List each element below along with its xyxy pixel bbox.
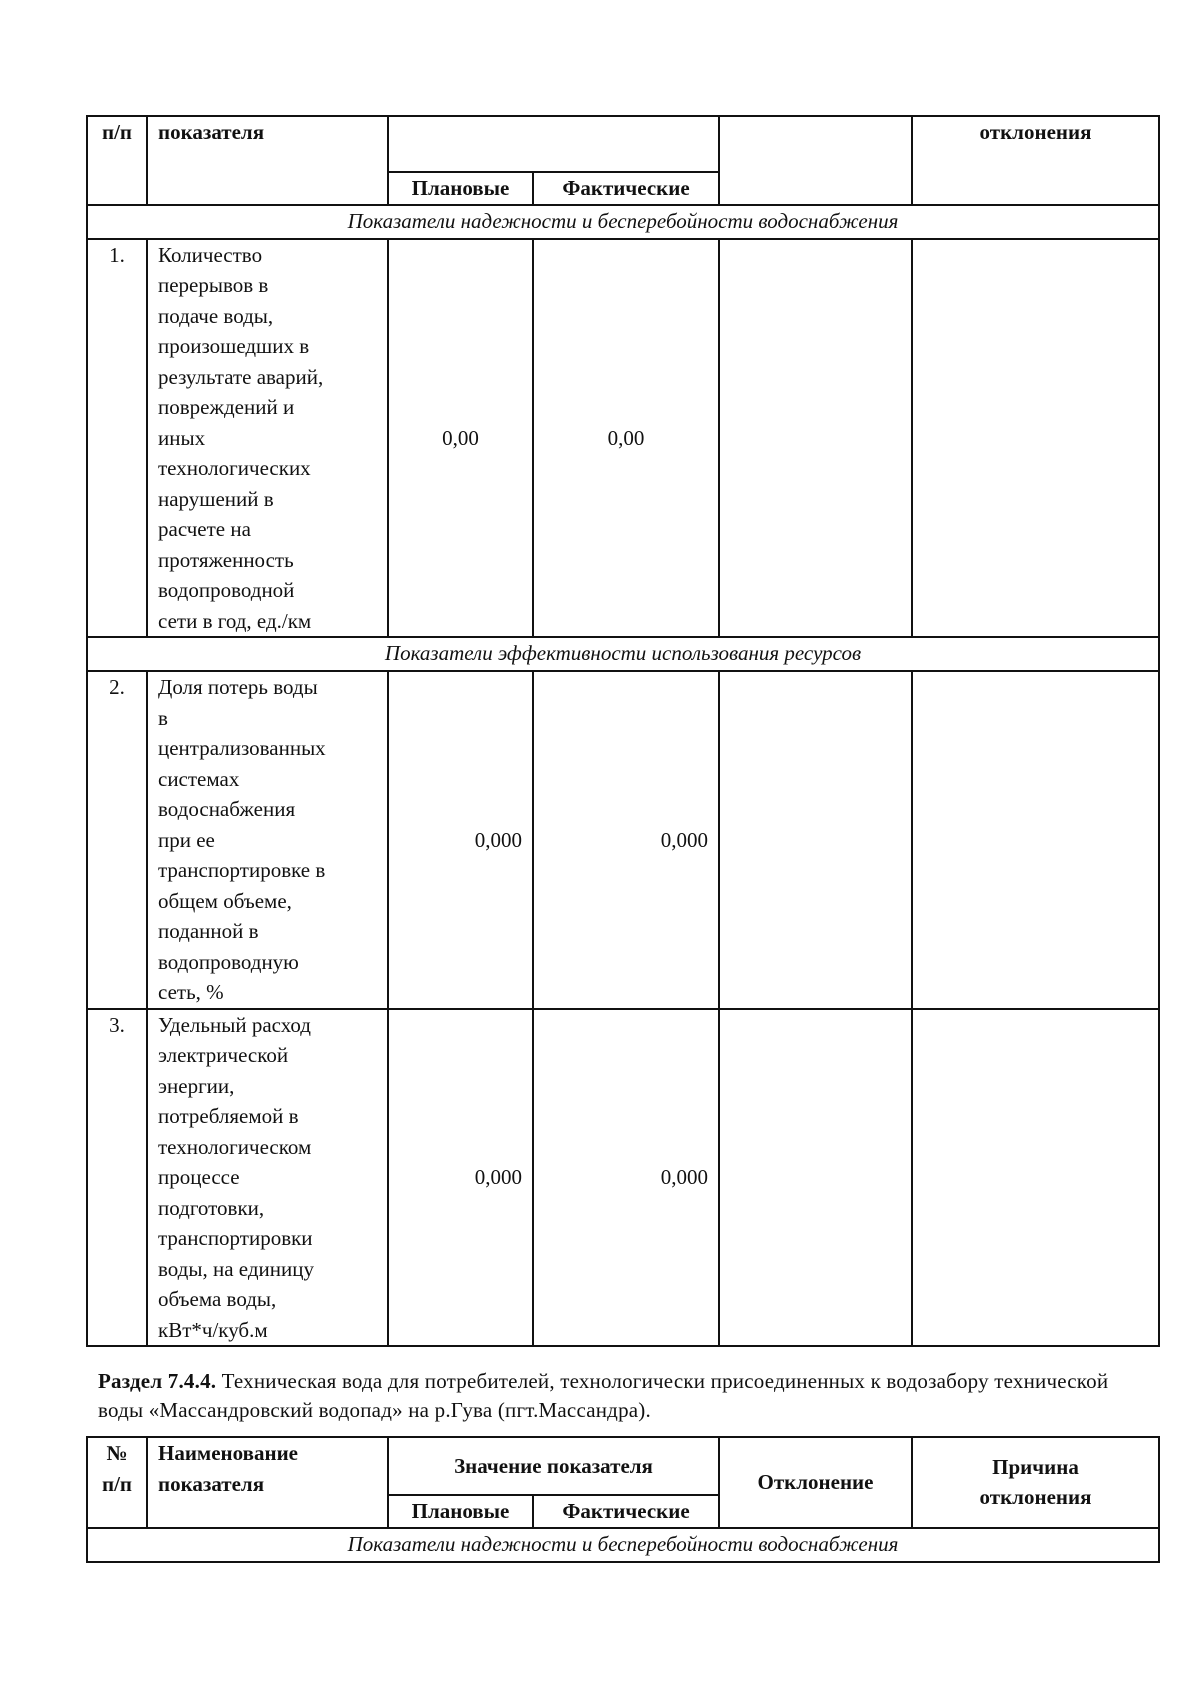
- row-num: 2.: [87, 671, 147, 1009]
- section-row: [87, 637, 1159, 671]
- section-title-reliability: Показатели надежности и бесперебойности водоснабжения: [87, 205, 1159, 239]
- row-fact-value: 0,000: [533, 671, 719, 1009]
- header-num: № п/п: [87, 1437, 147, 1528]
- section-caption-text: Техническая вода для потребителей, технологически присоединенных к водозабору технической воды «Массандровский водопад» на р.Гува (пгт.Массандра).: [98, 1369, 1109, 1422]
- row-name: Доля потерь воды в централизованных системах водоснабжения при ее транспортировке в общем объеме, поданной в водопроводную сеть, %: [147, 671, 388, 1009]
- header-name: показателя: [147, 116, 388, 205]
- section-row: [87, 1528, 1159, 1562]
- section-row: [87, 205, 1159, 239]
- header-value: Значение показателя: [388, 1437, 719, 1495]
- row-deviation: [719, 1009, 912, 1347]
- section-title-efficiency: Показатели эффективности использования ресурсов: [87, 637, 1159, 671]
- row-fact-value: 0,000: [533, 1009, 719, 1347]
- row-reason: [912, 1009, 1159, 1347]
- header-name: Наименование показателя: [147, 1437, 388, 1528]
- row-deviation: [719, 671, 912, 1009]
- header-value-empty: [388, 116, 719, 172]
- table-row: [87, 239, 1159, 638]
- row-plan-value: 0,000: [388, 1009, 533, 1347]
- table-header-row: [87, 116, 1159, 172]
- row-plan-value: 0,000: [388, 671, 533, 1009]
- row-reason: [912, 671, 1159, 1009]
- row-name: Удельный расход электрической энергии, потребляемой в технологическом процессе подготовки, транспортировки воды, на единицу объема воды, кВт*ч/куб.м: [147, 1009, 388, 1347]
- row-deviation: [719, 239, 912, 638]
- header-reason: Причина отклонения: [912, 1437, 1159, 1528]
- section-caption-number: Раздел 7.4.4.: [98, 1369, 217, 1393]
- row-reason: [912, 239, 1159, 638]
- table-row: [87, 671, 1159, 1009]
- row-num: 1.: [87, 239, 147, 638]
- row-num: 3.: [87, 1009, 147, 1347]
- header-reason: отклонения: [912, 116, 1159, 205]
- header-plan: Плановые: [388, 1495, 533, 1528]
- header-plan: Плановые: [388, 172, 533, 205]
- table-header-row: [87, 1437, 1159, 1495]
- section-caption: [98, 1367, 1158, 1425]
- table-row: [87, 1009, 1159, 1347]
- header-num: п/п: [87, 116, 147, 205]
- row-fact-value: 0,00: [533, 239, 719, 638]
- row-plan-value: 0,00: [388, 239, 533, 638]
- section-title-reliability: Показатели надежности и бесперебойности водоснабжения: [87, 1528, 1159, 1562]
- header-fact: Фактические: [533, 172, 719, 205]
- row-name: Количество перерывов в подаче воды, произошедших в результате аварий, повреждений и иных технологических нарушений в расчете на протяженность водопроводной сети в год, ед./км: [147, 239, 388, 638]
- indicators-table-technical-water: [86, 1436, 1160, 1563]
- header-deviation-empty: [719, 116, 912, 205]
- header-fact: Фактические: [533, 1495, 719, 1528]
- indicators-table-continued: [86, 115, 1160, 1347]
- header-deviation: Отклонение: [719, 1437, 912, 1528]
